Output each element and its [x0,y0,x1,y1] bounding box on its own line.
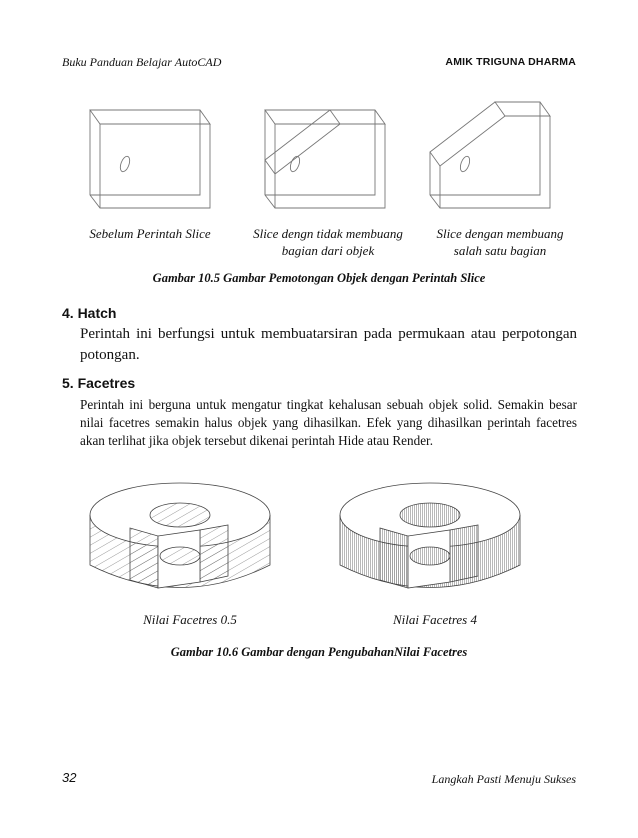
section-facetres-heading: 5. Facetres [62,375,136,391]
header-book-title: Buku Panduan Belajar AutoCAD [62,55,222,69]
caption-facetres-low: Nilai Facetres 0.5 [143,612,237,627]
figure-10-6-title: Gambar 10.6 Gambar dengan PengubahanNilai Facetres [170,645,468,659]
slice-figure [60,90,580,220]
caption-facetres-high: Nilai Facetres 4 [392,612,477,627]
caption-slice-kept: Slice dengn tidak membuang bagian dari objek [253,226,403,258]
cube-sliced-kept [265,110,385,208]
caption-slice-removed: Slice dengan membuang salah satu bagian [436,226,564,258]
solid-facetres-high [340,483,520,588]
section-hatch-heading: 4. Hatch [62,305,117,321]
section-hatch-body: Perintah ini berfungsi untuk membuatarsiran pada permukaan atau perpotongan potongan. [80,326,577,363]
figure-10-5-title: Gambar 10.5 Gambar Pemotongan Objek dengan Perintah Slice [152,271,486,285]
facetres-figure [80,470,580,610]
cube-sliced-removed [430,102,550,208]
footer-tagline: Langkah Pasti Menuju Sukses [431,772,576,786]
section-facetres-body: Perintah ini berguna untuk mengatur tingkat kehalusan sebuah objek solid. Semakin besar nilai facetres semakin halus objek yang dihasilkan. Efek yang dihasilkan perintah facetres akan terlihat jika objek tersebut dikenai perintah Hide atau Render. [80,397,577,448]
solid-facetres-low [90,483,270,588]
page-number: 32 [62,770,77,785]
caption-before-slice: Sebelum Perintah Slice [89,226,211,241]
header-institution: AMIK TRIGUNA DHARMA [445,56,576,68]
cube-before-slice [90,110,210,208]
